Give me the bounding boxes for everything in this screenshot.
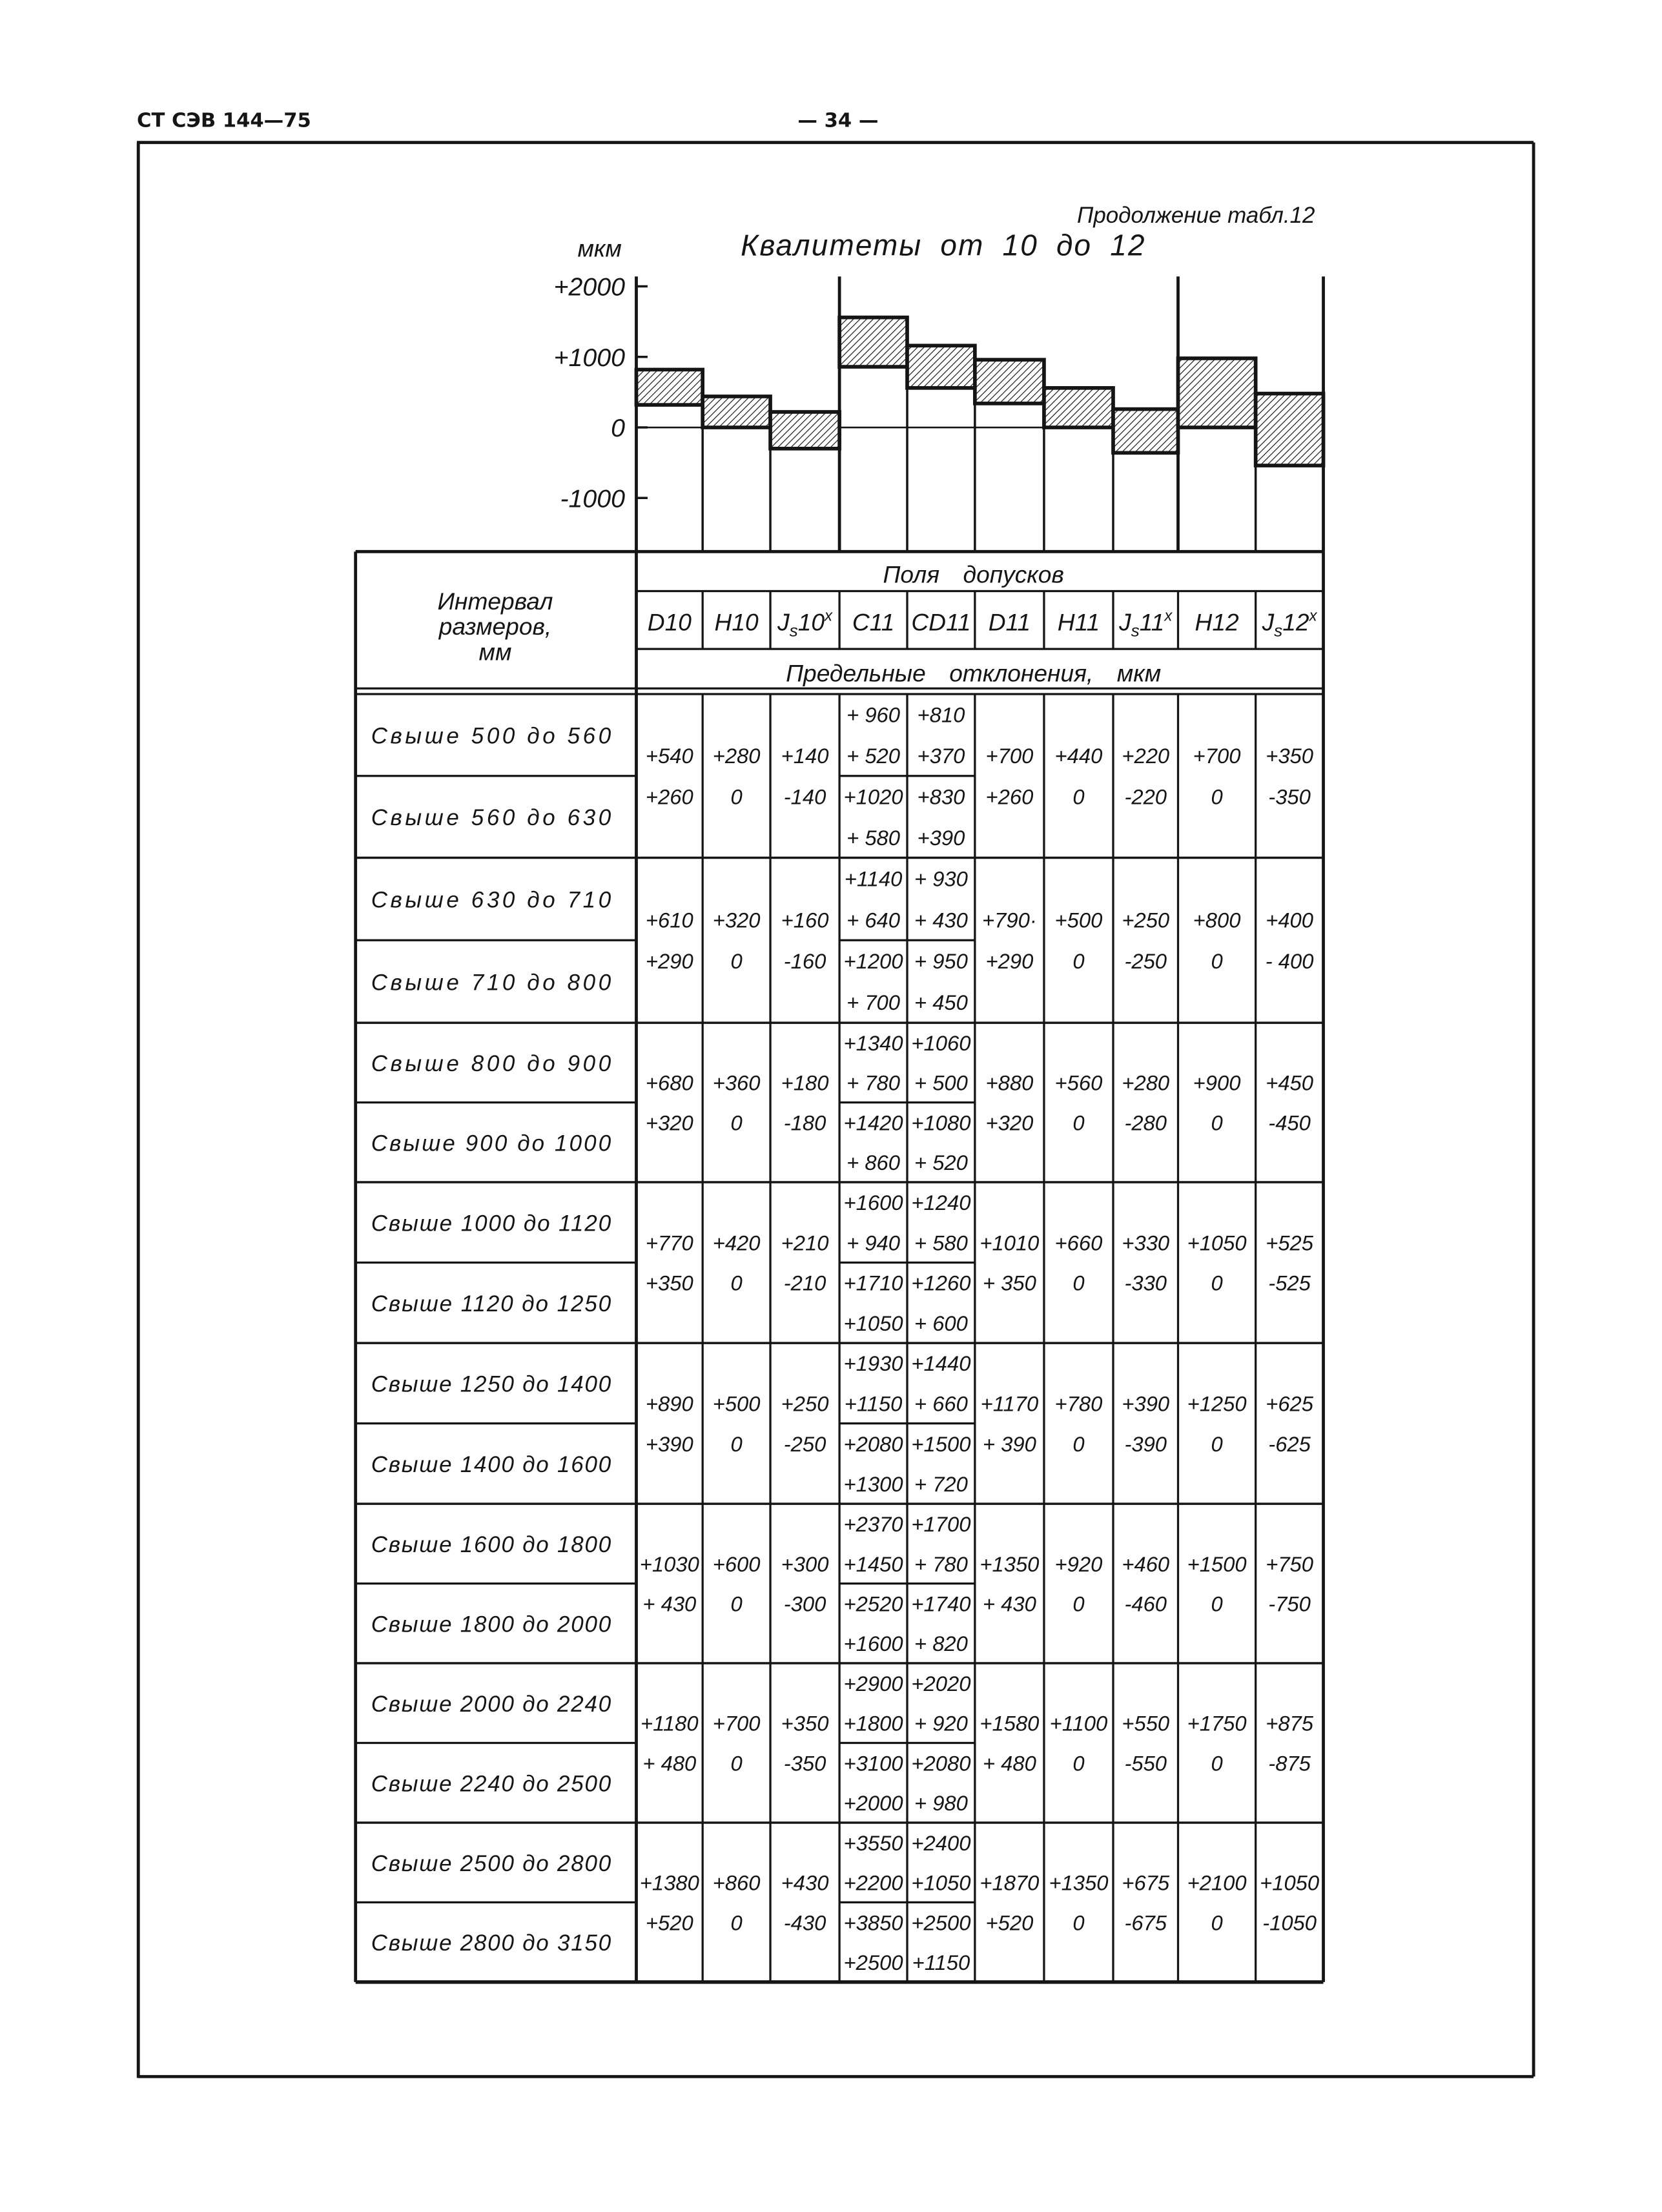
deviation-value: +320 xyxy=(712,908,761,932)
deviation-value: 0 xyxy=(1072,1910,1085,1935)
column-header-symbol: H12 xyxy=(1195,608,1239,636)
deviation-value: 0 xyxy=(1072,1111,1085,1135)
deviation-value: +280 xyxy=(712,744,761,768)
column-header-subscript: s xyxy=(789,620,798,640)
deviation-value: +2020 xyxy=(911,1671,971,1695)
y-tick-label: +2000 xyxy=(553,272,625,302)
y-tick-label: 0 xyxy=(611,414,625,443)
deviation-value: +350 xyxy=(1266,744,1314,768)
deviation-value: +1010 xyxy=(980,1231,1040,1255)
deviation-value: + 480 xyxy=(642,1751,697,1776)
y-axis-unit: мкм xyxy=(577,234,622,262)
deviation-value: +140 xyxy=(781,744,829,768)
deviation-value: 0 xyxy=(1072,1431,1085,1456)
deviation-value: +560 xyxy=(1054,1070,1103,1095)
column-header-subscript: s xyxy=(1274,620,1283,640)
deviation-value: +260 xyxy=(985,784,1034,809)
deviation-value: +350 xyxy=(645,1271,693,1295)
deviation-value: 0 xyxy=(730,949,743,974)
column-header xyxy=(911,609,970,636)
deviation-value: -250 xyxy=(1124,949,1167,974)
deviation-value: +600 xyxy=(712,1551,761,1576)
deviation-value: + 430 xyxy=(914,908,968,932)
deviation-value: + 350 xyxy=(982,1271,1036,1295)
column-header-symbol: J xyxy=(1119,608,1131,636)
deviation-value: +1700 xyxy=(911,1512,971,1537)
deviation-value: +2400 xyxy=(911,1830,971,1855)
deviation-value: +1050 xyxy=(911,1870,971,1895)
deviation-value: -390 xyxy=(1124,1431,1167,1456)
deviation-value: 0 xyxy=(730,1910,743,1935)
y-tick-label: +1000 xyxy=(553,343,625,372)
deviation-value: +180 xyxy=(781,1070,829,1095)
tolerance-field-bar xyxy=(1113,409,1178,453)
deviation-value: 0 xyxy=(730,1431,743,1456)
deviation-value: 0 xyxy=(1211,1431,1223,1456)
deviation-value: -250 xyxy=(783,1431,826,1456)
column-header-grade: 12 xyxy=(1282,608,1309,636)
deviation-value: +1030 xyxy=(639,1551,699,1576)
tolerance-field-bar xyxy=(1178,358,1255,427)
deviation-value: 0 xyxy=(1211,949,1223,974)
deviation-value: +700 xyxy=(1193,744,1241,768)
size-interval-label: Свыше 2240 до 2500 xyxy=(371,1771,611,1797)
deviation-value: +3850 xyxy=(843,1910,903,1935)
table-continuation-note: Продолжение табл.12 xyxy=(1077,203,1315,229)
deviation-value: - 400 xyxy=(1265,949,1314,974)
size-interval-label: Свыше 710 до 800 xyxy=(371,970,611,996)
tolerance-field-bar xyxy=(907,345,975,388)
size-interval-label: Свыше 1250 до 1400 xyxy=(371,1371,611,1397)
deviation-value: +1060 xyxy=(911,1030,971,1055)
deviation-value: +360 xyxy=(712,1070,761,1095)
deviation-value: +330 xyxy=(1122,1231,1170,1255)
deviation-value: + 430 xyxy=(642,1592,697,1616)
size-interval-label: Свыше 1800 до 2000 xyxy=(371,1612,611,1637)
tolerance-fields-header: Поля допусков xyxy=(883,560,1064,588)
deviation-value: +800 xyxy=(1193,908,1241,932)
deviation-value: +1350 xyxy=(980,1551,1040,1576)
deviation-value: + 580 xyxy=(914,1231,968,1255)
deviation-value: -330 xyxy=(1124,1271,1167,1295)
deviation-value: +2100 xyxy=(1187,1870,1247,1895)
deviation-value: + 580 xyxy=(846,825,901,850)
deviation-value: +2520 xyxy=(843,1592,903,1616)
column-header-symbol: CD11 xyxy=(911,608,971,636)
deviation-value: +460 xyxy=(1122,1551,1170,1576)
column-header-symbol: J xyxy=(1262,608,1275,636)
deviation-value: 0 xyxy=(730,1592,743,1616)
deviation-value: +1080 xyxy=(911,1111,971,1135)
deviation-value: +900 xyxy=(1193,1070,1241,1095)
size-interval-label: Свыше 1400 до 1600 xyxy=(371,1451,611,1477)
deviation-value: -350 xyxy=(1268,784,1311,809)
deviation-value: +320 xyxy=(985,1111,1034,1135)
deviation-value: + 390 xyxy=(982,1431,1036,1456)
deviation-value: +1350 xyxy=(1049,1870,1109,1895)
deviation-value: +500 xyxy=(712,1391,761,1416)
deviation-value: + 950 xyxy=(914,949,968,974)
size-interval-label: Свыше 1000 до 1120 xyxy=(371,1211,611,1236)
deviation-value: + 700 xyxy=(846,990,901,1015)
deviation-value: 0 xyxy=(1211,1592,1223,1616)
deviation-value: + 660 xyxy=(914,1391,968,1416)
deviation-value: +290 xyxy=(645,949,693,974)
deviation-value: +2900 xyxy=(843,1671,903,1695)
deviation-value: +1420 xyxy=(843,1111,903,1135)
interval-header-line-1: Интервал xyxy=(437,587,553,615)
size-interval-label: Свыше 1600 до 1800 xyxy=(371,1531,611,1557)
deviation-value: +3100 xyxy=(843,1751,903,1776)
deviation-value: +675 xyxy=(1122,1870,1170,1895)
size-interval-label: Свыше 2800 до 3150 xyxy=(371,1930,611,1956)
deviation-value: 0 xyxy=(1072,949,1085,974)
deviation-value: -750 xyxy=(1268,1592,1311,1616)
deviation-value: + 930 xyxy=(914,866,968,891)
deviation-value: +890 xyxy=(645,1391,693,1416)
deviation-value: + 520 xyxy=(914,1151,968,1175)
column-header xyxy=(1195,609,1239,636)
deviation-value: 0 xyxy=(1211,784,1223,809)
deviation-value: +780 xyxy=(1054,1391,1103,1416)
deviation-value: -350 xyxy=(783,1751,826,1776)
deviation-value: +1500 xyxy=(911,1431,971,1456)
tolerance-field-bar xyxy=(703,396,770,427)
deviation-value: +1450 xyxy=(843,1551,903,1576)
deviation-value: 0 xyxy=(730,784,743,809)
deviation-value: +1750 xyxy=(1187,1711,1247,1736)
deviation-value: +1740 xyxy=(911,1592,971,1616)
deviation-value: + 720 xyxy=(914,1472,968,1497)
deviation-value: +920 xyxy=(1054,1551,1103,1576)
size-interval-label: Свыше 900 до 1000 xyxy=(371,1131,611,1156)
deviation-value: +1930 xyxy=(843,1351,903,1376)
deviation-value: 0 xyxy=(1072,1271,1085,1295)
deviation-value: +390 xyxy=(1122,1391,1170,1416)
deviation-value: + 600 xyxy=(914,1311,968,1335)
deviation-value: +1710 xyxy=(843,1271,903,1295)
column-header-superscript: x xyxy=(1309,607,1317,625)
deviation-value: +1380 xyxy=(639,1870,699,1895)
deviation-value: +1580 xyxy=(980,1711,1040,1736)
deviation-value: +320 xyxy=(645,1111,693,1135)
deviation-value: +2080 xyxy=(843,1431,903,1456)
deviation-value: +250 xyxy=(781,1391,829,1416)
deviation-value: +875 xyxy=(1266,1711,1314,1736)
limit-deviations-header: Предельные отклонения, мкм xyxy=(786,659,1162,687)
deviation-value: -625 xyxy=(1268,1431,1311,1456)
deviation-value: +520 xyxy=(985,1910,1034,1935)
deviation-value: +1300 xyxy=(843,1472,903,1497)
deviation-value: 0 xyxy=(730,1271,743,1295)
deviation-value: +390 xyxy=(645,1431,693,1456)
deviation-value: + 960 xyxy=(846,702,901,727)
deviation-value: +830 xyxy=(917,784,965,809)
deviation-value: +525 xyxy=(1266,1231,1314,1255)
deviation-value: +1870 xyxy=(980,1870,1040,1895)
deviation-value: +450 xyxy=(1266,1070,1314,1095)
tolerance-field-bar xyxy=(975,360,1044,404)
deviation-value: +1340 xyxy=(843,1030,903,1055)
deviation-value: + 780 xyxy=(914,1551,968,1576)
deviation-value: +625 xyxy=(1266,1391,1314,1416)
size-interval-label: Свыше 500 до 560 xyxy=(371,723,611,749)
deviation-value: +2370 xyxy=(843,1512,903,1537)
tolerance-field-bar xyxy=(636,369,703,405)
deviation-value: +1140 xyxy=(844,866,903,891)
deviation-value: 0 xyxy=(1211,1910,1223,1935)
deviation-value: +1020 xyxy=(843,784,903,809)
deviation-value: -300 xyxy=(783,1592,826,1616)
deviation-value: -180 xyxy=(783,1111,826,1135)
deviation-value: 0 xyxy=(730,1751,743,1776)
deviation-value: +1170 xyxy=(980,1391,1039,1416)
chart-title: Квалитеты от 10 до 12 xyxy=(741,228,1146,262)
deviation-value: +520 xyxy=(645,1910,693,1935)
deviation-value: +610 xyxy=(645,908,693,932)
deviation-value: +1800 xyxy=(843,1711,903,1736)
deviation-value: +2200 xyxy=(843,1870,903,1895)
deviation-value: +2000 xyxy=(843,1791,903,1816)
column-header xyxy=(1262,607,1318,640)
deviation-value: +790· xyxy=(982,908,1037,932)
deviation-value: +2500 xyxy=(911,1910,971,1935)
deviation-value: +350 xyxy=(781,1711,829,1736)
deviation-value: +250 xyxy=(1122,908,1170,932)
column-header-subscript: s xyxy=(1131,620,1140,640)
column-header-symbol: D10 xyxy=(647,608,692,636)
interval-header-line-2: размеров, xyxy=(438,613,552,640)
size-interval-label: Свыше 2000 до 2240 xyxy=(371,1691,611,1717)
deviation-value: -140 xyxy=(783,784,826,809)
deviation-value: +1050 xyxy=(1187,1231,1247,1255)
deviation-value: 0 xyxy=(1211,1111,1223,1135)
column-header-symbol: D11 xyxy=(988,608,1031,636)
column-header xyxy=(777,607,833,640)
deviation-value: +700 xyxy=(712,1711,761,1736)
deviation-value: +220 xyxy=(1122,744,1170,768)
deviation-value: +1200 xyxy=(843,949,903,974)
deviation-value: + 480 xyxy=(982,1751,1036,1776)
deviation-value: +1440 xyxy=(911,1351,971,1376)
deviation-value: +1250 xyxy=(1187,1391,1247,1416)
deviation-value: +440 xyxy=(1054,744,1103,768)
tolerance-field-bar xyxy=(770,412,839,449)
column-header xyxy=(1058,609,1100,636)
deviation-value: -1050 xyxy=(1262,1910,1317,1935)
column-header xyxy=(989,609,1031,636)
deviation-value: + 430 xyxy=(982,1592,1036,1616)
deviation-value: +1600 xyxy=(843,1632,903,1656)
deviation-value: 0 xyxy=(1072,784,1085,809)
deviation-value: +1240 xyxy=(911,1191,971,1215)
tolerance-field-bar xyxy=(1044,388,1113,427)
tolerance-field-bar xyxy=(1256,394,1324,466)
y-tick-label: -1000 xyxy=(560,484,625,513)
deviation-value: + 520 xyxy=(846,744,901,768)
deviation-value: -450 xyxy=(1268,1111,1311,1135)
deviation-value: + 820 xyxy=(914,1632,968,1656)
deviation-value: + 500 xyxy=(914,1070,968,1095)
column-header-superscript: x xyxy=(825,607,833,625)
column-header xyxy=(715,609,759,636)
deviation-value: +1500 xyxy=(1187,1551,1247,1576)
deviation-value: +1150 xyxy=(912,1951,970,1975)
size-interval-label: Свыше 630 до 710 xyxy=(371,887,611,913)
deviation-value: -460 xyxy=(1124,1592,1167,1616)
tolerance-field-bar xyxy=(839,318,907,367)
deviation-value: 0 xyxy=(730,1111,743,1135)
column-header-symbol: C11 xyxy=(852,608,895,636)
deviation-value: +1600 xyxy=(843,1191,903,1215)
deviation-value: -160 xyxy=(783,949,826,974)
deviation-value: +750 xyxy=(1266,1551,1314,1576)
deviation-value: +280 xyxy=(1122,1070,1170,1095)
column-header-grade: 10 xyxy=(797,608,825,636)
deviation-value: +1150 xyxy=(844,1391,903,1416)
deviation-value: + 780 xyxy=(846,1070,901,1095)
size-interval-label: Свыше 2500 до 2800 xyxy=(371,1850,611,1876)
deviation-value: +540 xyxy=(645,744,693,768)
deviation-value: +2500 xyxy=(843,1951,903,1975)
column-header-symbol: J xyxy=(777,608,790,636)
size-interval-label: Свыше 800 до 900 xyxy=(371,1050,611,1076)
deviation-value: -210 xyxy=(783,1271,826,1295)
column-header-superscript: x xyxy=(1164,607,1173,625)
deviation-value: + 920 xyxy=(914,1711,968,1736)
deviation-value: -430 xyxy=(783,1910,826,1935)
deviation-value: 0 xyxy=(1072,1751,1085,1776)
deviation-value: +1050 xyxy=(1260,1870,1320,1895)
column-header xyxy=(852,609,894,636)
column-header xyxy=(648,609,692,636)
deviation-value: +160 xyxy=(781,908,829,932)
deviation-value: +1180 xyxy=(641,1711,699,1736)
deviation-value: +390 xyxy=(917,825,965,850)
deviation-value: +770 xyxy=(645,1231,693,1255)
deviation-value: +210 xyxy=(781,1231,829,1255)
interval-header-line-3: мм xyxy=(478,638,512,666)
deviation-value: +400 xyxy=(1266,908,1314,932)
deviation-value: +810 xyxy=(917,702,965,727)
deviation-value: -220 xyxy=(1124,784,1167,809)
deviation-value: +700 xyxy=(985,744,1034,768)
column-header-grade: 11 xyxy=(1139,608,1165,636)
deviation-value: + 860 xyxy=(846,1151,901,1175)
deviation-value: +300 xyxy=(781,1551,829,1576)
deviation-value: + 980 xyxy=(914,1791,968,1816)
column-header-symbol: H10 xyxy=(714,608,759,636)
deviation-value: 0 xyxy=(1211,1271,1223,1295)
deviation-value: +550 xyxy=(1122,1711,1170,1736)
deviation-value: +420 xyxy=(712,1231,761,1255)
deviation-value: +660 xyxy=(1054,1231,1103,1255)
deviation-value: +260 xyxy=(645,784,693,809)
column-header-symbol: H11 xyxy=(1057,608,1100,636)
deviation-value: +1100 xyxy=(1049,1711,1108,1736)
page-number: — 34 — xyxy=(797,109,879,132)
deviation-value: +2080 xyxy=(911,1751,971,1776)
deviation-value: +370 xyxy=(917,744,965,768)
deviation-value: -280 xyxy=(1124,1111,1167,1135)
deviation-value: +3550 xyxy=(843,1830,903,1855)
deviation-value: 0 xyxy=(1072,1592,1085,1616)
deviation-value: +680 xyxy=(645,1070,693,1095)
deviation-value: +860 xyxy=(712,1870,761,1895)
deviation-value: + 450 xyxy=(914,990,968,1015)
document-code: СТ СЭВ 144—75 xyxy=(137,109,311,132)
deviation-value: + 640 xyxy=(846,908,901,932)
size-interval-label: Свыше 560 до 630 xyxy=(371,805,611,831)
deviation-value: -550 xyxy=(1124,1751,1167,1776)
deviation-value: +880 xyxy=(985,1070,1034,1095)
deviation-value: +290 xyxy=(985,949,1034,974)
size-interval-label: Свыше 1120 до 1250 xyxy=(371,1291,611,1316)
deviation-value: +430 xyxy=(781,1870,829,1895)
deviation-value: 0 xyxy=(1211,1751,1223,1776)
deviation-value: -525 xyxy=(1268,1271,1311,1295)
deviation-value: -875 xyxy=(1268,1751,1311,1776)
deviation-value: -675 xyxy=(1124,1910,1167,1935)
deviation-value: + 940 xyxy=(846,1231,901,1255)
deviation-value: +500 xyxy=(1054,908,1103,932)
deviation-value: +1260 xyxy=(911,1271,971,1295)
deviation-value: +1050 xyxy=(843,1311,903,1335)
